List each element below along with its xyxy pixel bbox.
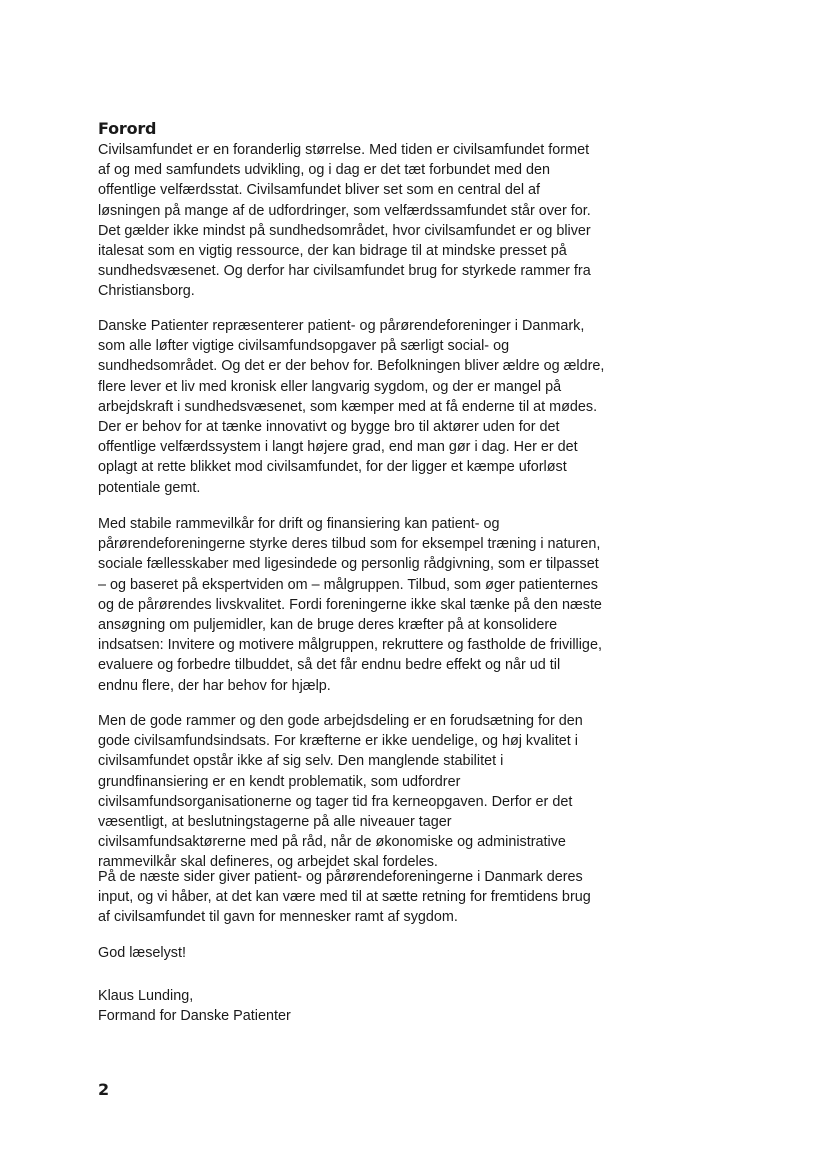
text-line: Der er behov for at tænke innovativt og bygge bro til aktører uden for det: [98, 419, 560, 436]
text-line: løsningen på mange af de udfordringer, som velfærdssamfundet står over for.: [98, 202, 591, 219]
paragraph-naeste-sider: [98, 867, 591, 928]
text-line: gode civilsamfundsindsats. For kræfterne er ikke uendelige, og høj kvalitet i: [98, 733, 578, 750]
text-line: input, og vi håber, at det kan være med til at sætte retning for fremtidens brug: [98, 889, 591, 906]
text-line: pårørendeforeningerne styrke deres tilbud som for eksempel træning i naturen,: [98, 536, 601, 553]
text-line: rammevilkår skal defineres, og arbejdet skal fordeles.: [98, 854, 438, 871]
signature: [98, 986, 291, 1026]
paragraph-arbejdsdeling: [98, 711, 583, 873]
text-line: endnu flere, der har behov for hjælp.: [98, 677, 331, 694]
text-line: grundfinansiering er en kendt problematik, som udfordrer: [98, 773, 461, 790]
text-line: Men de gode rammer og den gode arbejdsdeling er en forudsætning for den: [98, 713, 583, 729]
text-line: God læselyst!: [98, 945, 186, 961]
text-line: Klaus Lunding,: [98, 988, 194, 1004]
text-line: af og med samfundets udvikling, og i dag er det tæt forbundet med den: [98, 162, 550, 179]
text-line: oplagt at rette blikket mod civilsamfundet, for der ligger et kæmpe uforløst: [98, 459, 567, 476]
text-line: Med stabile rammevilkår for drift og finansiering kan patient- og: [98, 516, 500, 532]
text-line: civilsamfundsorganisationerne og tager tid fra kerneopgaven. Derfor er det: [98, 793, 573, 810]
text-line: indsatsen: Invitere og motivere målgruppen, rekruttere og fastholde de frivillige,: [98, 637, 602, 654]
text-line: civilsamfundsaktørerne med på råd, når de økonomiske og administrative: [98, 834, 566, 851]
text-line: væsentligt, at beslutningstagerne på alle niveauer tager: [98, 814, 452, 831]
text-line: På de næste sider giver patient- og pårørendeforeningerne i Danmark deres: [98, 869, 583, 885]
text-line: Civilsamfundet er en foranderlig størrelse. Med tiden er civilsamfundet formet: [98, 142, 590, 158]
text-line: som alle løfter vigtige civilsamfundsopgaver på særligt social- og: [98, 338, 510, 355]
paragraph-rammevilkaar: [98, 514, 602, 696]
text-line: flere lever et liv med kronisk eller langvarig sygdom, og der er mangel på: [98, 378, 562, 395]
text-line: sundhedsvæsenet. Og derfor har civilsamfundet brug for styrkede rammer fra: [98, 263, 591, 280]
text-line: sundhedsområdet. Og det er der behov for. Befolkningen bliver ældre og ældre,: [98, 358, 605, 375]
paragraph-danske-patienter: [98, 316, 604, 498]
text-line: sociale fællesskaber med ligesindede og personlig rådgivning, som er tilpasset: [98, 556, 599, 573]
text-line: ansøgning om puljemidler, kan de bruge deres kræfter på at konsolidere: [98, 617, 558, 634]
text-line: italesat som en vigtig ressource, der kan bidrage til at mindske presset på: [98, 243, 567, 260]
text-line: af civilsamfundet til gavn for mennesker ramt af sygdom.: [98, 909, 458, 926]
paragraph-intro: [98, 140, 591, 302]
text-line: civilsamfundet opstår ikke af sig selv. Den manglende stabilitet i: [98, 753, 504, 770]
text-line: Det gælder ikke mindst på sundhedsområdet, hvor civilsamfundet er og bliver: [98, 222, 591, 239]
text-line: – og baseret på ekspertviden om – målgruppen. Tilbud, som øger patienternes: [98, 576, 598, 593]
text-line: Christiansborg.: [98, 283, 195, 300]
text-line: offentlige velfærdssystem i langt højere grad, end man gør i dag. Her er det: [98, 439, 578, 456]
closing-greeting: [98, 943, 186, 963]
text-line: og de pårørendes livskvalitet. Fordi foreningerne ikke skal tænke på den næste: [98, 596, 602, 613]
text-line: Danske Patienter repræsenterer patient- og pårørendeforeninger i Danmark,: [98, 318, 585, 334]
text-line: arbejdskraft i sundhedsvæsenet, som kæmper med at få enderne til at mødes.: [98, 398, 598, 415]
text-line: Formand for Danske Patienter: [98, 1008, 291, 1025]
text-line: offentlige velfærdsstat. Civilsamfundet bliver set som en central del af: [98, 182, 541, 199]
page-title: Forord: [98, 119, 157, 138]
text-line: evaluere og forbedre tilbuddet, så det får endnu bedre effekt og når ud til: [98, 657, 561, 674]
text-line: potentiale gemt.: [98, 479, 201, 496]
page-number: 2: [98, 1080, 110, 1099]
